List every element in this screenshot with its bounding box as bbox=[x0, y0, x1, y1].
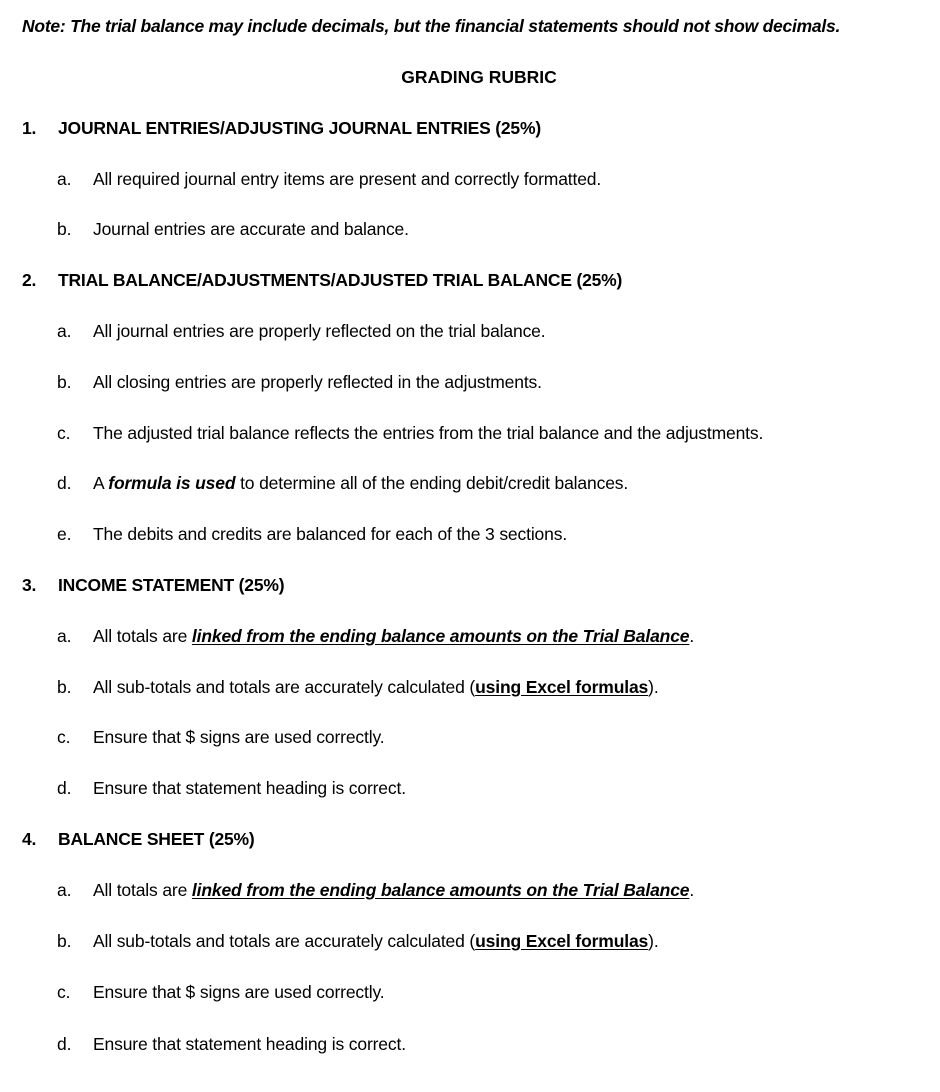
rubric-item bbox=[57, 931, 659, 952]
item-text: Ensure that statement heading is correct. bbox=[93, 1034, 406, 1054]
section-title: TRIAL BALANCE/ADJUSTMENTS/ADJUSTED TRIAL BALANCE (25%) bbox=[58, 270, 623, 290]
item-emphasis: linked from the ending balance amounts on the Trial Balance bbox=[191, 626, 690, 646]
rubric-item bbox=[57, 626, 694, 647]
item-text-pre: All sub-totals and totals are accurately calculated ( bbox=[93, 931, 476, 951]
section-number: 3. bbox=[22, 575, 37, 595]
section-heading-income-statement bbox=[22, 575, 284, 596]
item-text: Journal entries are accurate and balance. bbox=[93, 219, 409, 239]
item-text: The debits and credits are balanced for each of the 3 sections. bbox=[93, 524, 568, 544]
rubric-item bbox=[57, 1034, 406, 1055]
rubric-item bbox=[57, 321, 545, 342]
decimal-note: Note: The trial balance may include decimals, but the financial statements should not show decimals. bbox=[22, 16, 841, 36]
item-text: All closing entries are properly reflected in the adjustments. bbox=[93, 372, 542, 392]
item-letter: a. bbox=[57, 880, 72, 900]
rubric-title: GRADING RUBRIC bbox=[401, 67, 557, 87]
item-letter: d. bbox=[57, 778, 72, 798]
rubric-item bbox=[57, 778, 406, 799]
item-emphasis: using Excel formulas bbox=[475, 931, 649, 951]
item-letter: b. bbox=[57, 931, 72, 951]
section-heading-journal-entries bbox=[22, 118, 541, 139]
section-number: 4. bbox=[22, 829, 37, 849]
item-letter: b. bbox=[57, 372, 72, 392]
section-title: JOURNAL ENTRIES/ADJUSTING JOURNAL ENTRIES (25%) bbox=[58, 118, 541, 138]
rubric-item bbox=[57, 473, 628, 494]
item-text: All journal entries are properly reflected on the trial balance. bbox=[93, 321, 546, 341]
item-text: Ensure that $ signs are used correctly. bbox=[93, 727, 385, 747]
item-letter: d. bbox=[57, 473, 72, 493]
item-emphasis: linked from the ending balance amounts on the Trial Balance bbox=[191, 880, 690, 900]
item-letter: c. bbox=[57, 727, 71, 747]
item-text-pre: A bbox=[93, 473, 109, 493]
rubric-item bbox=[57, 677, 659, 698]
rubric-item bbox=[57, 880, 694, 901]
section-heading-balance-sheet bbox=[22, 829, 255, 850]
item-letter: c. bbox=[57, 982, 71, 1002]
rubric-item bbox=[57, 372, 542, 393]
item-emphasis: formula is used bbox=[108, 473, 236, 493]
rubric-item bbox=[57, 524, 567, 545]
item-text: The adjusted trial balance reflects the entries from the trial balance and the adjustments. bbox=[93, 423, 764, 443]
rubric-item bbox=[57, 169, 601, 190]
item-text-pre: All totals are bbox=[93, 880, 192, 900]
item-text: Ensure that statement heading is correct. bbox=[93, 778, 406, 798]
rubric-item bbox=[57, 423, 763, 444]
section-title: BALANCE SHEET (25%) bbox=[58, 829, 255, 849]
item-letter: a. bbox=[57, 321, 72, 341]
section-heading-trial-balance bbox=[22, 270, 622, 291]
item-letter: b. bbox=[57, 677, 72, 697]
item-letter: e. bbox=[57, 524, 72, 544]
rubric-item bbox=[57, 982, 384, 1003]
rubric-item bbox=[57, 219, 409, 240]
item-text: Ensure that $ signs are used correctly. bbox=[93, 982, 385, 1002]
item-text-pre: All sub-totals and totals are accurately calculated ( bbox=[93, 677, 476, 697]
item-letter: c. bbox=[57, 423, 71, 443]
item-text-post: . bbox=[689, 880, 695, 900]
item-emphasis: using Excel formulas bbox=[475, 677, 649, 697]
rubric-item bbox=[57, 727, 384, 748]
item-text-post: to determine all of the ending debit/credit balances. bbox=[235, 473, 629, 493]
item-letter: d. bbox=[57, 1034, 72, 1054]
item-text-pre: All totals are bbox=[93, 626, 192, 646]
item-text: All required journal entry items are present and correctly formatted. bbox=[93, 169, 602, 189]
section-title: INCOME STATEMENT (25%) bbox=[58, 575, 285, 595]
section-number: 1. bbox=[22, 118, 37, 138]
item-letter: b. bbox=[57, 219, 72, 239]
section-number: 2. bbox=[22, 270, 37, 290]
item-letter: a. bbox=[57, 626, 72, 646]
item-text-post: ). bbox=[648, 931, 659, 951]
item-text-post: ). bbox=[648, 677, 659, 697]
item-letter: a. bbox=[57, 169, 72, 189]
item-text-post: . bbox=[689, 626, 695, 646]
